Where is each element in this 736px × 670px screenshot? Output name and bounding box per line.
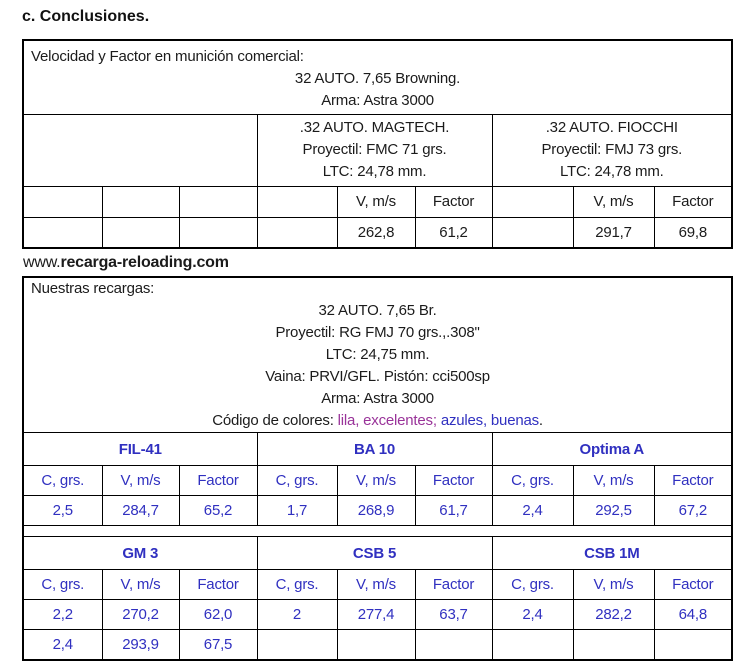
brand-projectile: Proyectil: FMJ 73 grs. xyxy=(541,141,683,158)
empty-cell xyxy=(23,114,257,186)
brand-fiocchi-cell xyxy=(492,114,732,186)
page-title: c. Conclusiones. xyxy=(22,8,150,25)
reloads-table xyxy=(22,276,733,661)
color-code-azul: azules, buenas xyxy=(440,412,539,429)
data-cell: 64,8 xyxy=(654,600,732,630)
powder-name-csb1m: CSB 1M xyxy=(492,537,732,570)
data-cell: 268,9 xyxy=(337,496,415,526)
powder-name-optima-a: Optima A xyxy=(492,433,732,466)
charge-column-header: C, grs. xyxy=(257,570,337,600)
factor-column-header: Factor xyxy=(654,466,732,496)
data-cell xyxy=(257,630,337,660)
reloads-weapon: Arma: Astra 3000 xyxy=(321,390,434,407)
empty-cell xyxy=(492,186,573,217)
color-code-lila: lila, excelentes; xyxy=(337,412,437,429)
data-cell: 2,5 xyxy=(23,496,102,526)
velocity-column-header: V, m/s xyxy=(102,570,179,600)
brand-projectile: Proyectil: FMC 71 grs. xyxy=(302,141,447,158)
reloads-caliber: 32 AUTO. 7,65 Br. xyxy=(318,302,437,319)
brand-magtech-cell xyxy=(257,114,492,186)
data-cell: 270,2 xyxy=(102,600,179,630)
data-cell xyxy=(573,630,654,660)
factor-column-header: Factor xyxy=(415,466,492,496)
brand-ltc: LTC: 24,78 mm. xyxy=(322,163,427,180)
empty-cell xyxy=(102,217,179,248)
factor-value-fiocchi: 69,8 xyxy=(654,217,732,248)
velocity-column-header: V, m/s xyxy=(573,466,654,496)
commercial-weapon: Arma: Astra 3000 xyxy=(321,91,434,109)
powder-name-ba10: BA 10 xyxy=(257,433,492,466)
data-cell: 2,2 xyxy=(23,600,102,630)
data-cell xyxy=(492,630,573,660)
velocity-value-magtech: 262,8 xyxy=(337,217,415,248)
data-cell: 65,2 xyxy=(179,496,257,526)
factor-column-header: Factor xyxy=(415,570,492,600)
empty-cell xyxy=(257,186,337,217)
velocity-column-header: V, m/s xyxy=(573,186,654,217)
data-cell xyxy=(337,630,415,660)
brand-name: .32 AUTO. MAGTECH. xyxy=(299,119,450,136)
empty-cell xyxy=(492,217,573,248)
empty-cell xyxy=(23,186,102,217)
charge-column-header: C, grs. xyxy=(23,570,102,600)
powder-name-gm3: GM 3 xyxy=(23,537,257,570)
color-code-suffix: . xyxy=(538,412,543,429)
factor-column-header: Factor xyxy=(179,570,257,600)
data-cell: 2,4 xyxy=(23,630,102,660)
factor-column-header: Factor xyxy=(654,186,732,217)
color-code-label: Código de colores: xyxy=(212,412,338,429)
data-cell: 61,7 xyxy=(415,496,492,526)
empty-cell xyxy=(179,186,257,217)
empty-cell xyxy=(257,217,337,248)
reloads-projectile: Proyectil: RG FMJ 70 grs.,.308" xyxy=(275,324,480,341)
commercial-title: Velocidad y Factor en munición comercial: xyxy=(31,47,304,65)
color-code-line xyxy=(24,410,731,432)
data-cell: 292,5 xyxy=(573,496,654,526)
data-cell: 62,0 xyxy=(179,600,257,630)
commercial-ammo-table xyxy=(22,39,733,249)
reloads-ltc: LTC: 24,75 mm. xyxy=(325,346,430,363)
data-cell: 1,7 xyxy=(257,496,337,526)
commercial-header-cell xyxy=(23,40,732,114)
commercial-caliber: 32 AUTO. 7,65 Browning. xyxy=(294,69,461,87)
factor-column-header: Factor xyxy=(415,186,492,217)
data-cell: 282,2 xyxy=(573,600,654,630)
powder-name-csb5: CSB 5 xyxy=(257,537,492,570)
velocity-column-header: V, m/s xyxy=(337,570,415,600)
data-cell xyxy=(415,630,492,660)
data-cell: 67,2 xyxy=(654,496,732,526)
data-cell: 2,4 xyxy=(492,600,573,630)
data-cell: 293,9 xyxy=(102,630,179,660)
website-domain: recarga-reloading.com xyxy=(60,254,229,271)
velocity-column-header: V, m/s xyxy=(337,466,415,496)
velocity-value-fiocchi: 291,7 xyxy=(573,217,654,248)
data-cell: 63,7 xyxy=(415,600,492,630)
spacer-row xyxy=(23,526,732,537)
reloads-case-primer: Vaina: PRVI/GFL. Pistón: cci500sp xyxy=(265,368,490,385)
velocity-column-header: V, m/s xyxy=(102,466,179,496)
data-cell: 2,4 xyxy=(492,496,573,526)
charge-column-header: C, grs. xyxy=(492,466,573,496)
website-prefix: www. xyxy=(23,254,61,271)
charge-column-header: C, grs. xyxy=(492,570,573,600)
powder-name-fil41: FIL-41 xyxy=(23,433,257,466)
brand-ltc: LTC: 24,78 mm. xyxy=(559,163,664,180)
brand-name: .32 AUTO. FIOCCHI xyxy=(545,119,678,136)
reloads-title: Nuestras recargas: xyxy=(31,280,155,297)
data-cell: 277,4 xyxy=(337,600,415,630)
data-cell: 284,7 xyxy=(102,496,179,526)
factor-column-header: Factor xyxy=(179,466,257,496)
empty-cell xyxy=(102,186,179,217)
factor-column-header: Factor xyxy=(654,570,732,600)
empty-cell xyxy=(179,217,257,248)
empty-cell xyxy=(23,217,102,248)
reloads-header-cell xyxy=(23,277,732,433)
charge-column-header: C, grs. xyxy=(23,466,102,496)
charge-column-header: C, grs. xyxy=(257,466,337,496)
factor-value-magtech: 61,2 xyxy=(415,217,492,248)
data-cell: 67,5 xyxy=(179,630,257,660)
velocity-column-header: V, m/s xyxy=(573,570,654,600)
data-cell: 2 xyxy=(257,600,337,630)
velocity-column-header: V, m/s xyxy=(337,186,415,217)
website-address xyxy=(23,254,733,272)
data-cell xyxy=(654,630,732,660)
